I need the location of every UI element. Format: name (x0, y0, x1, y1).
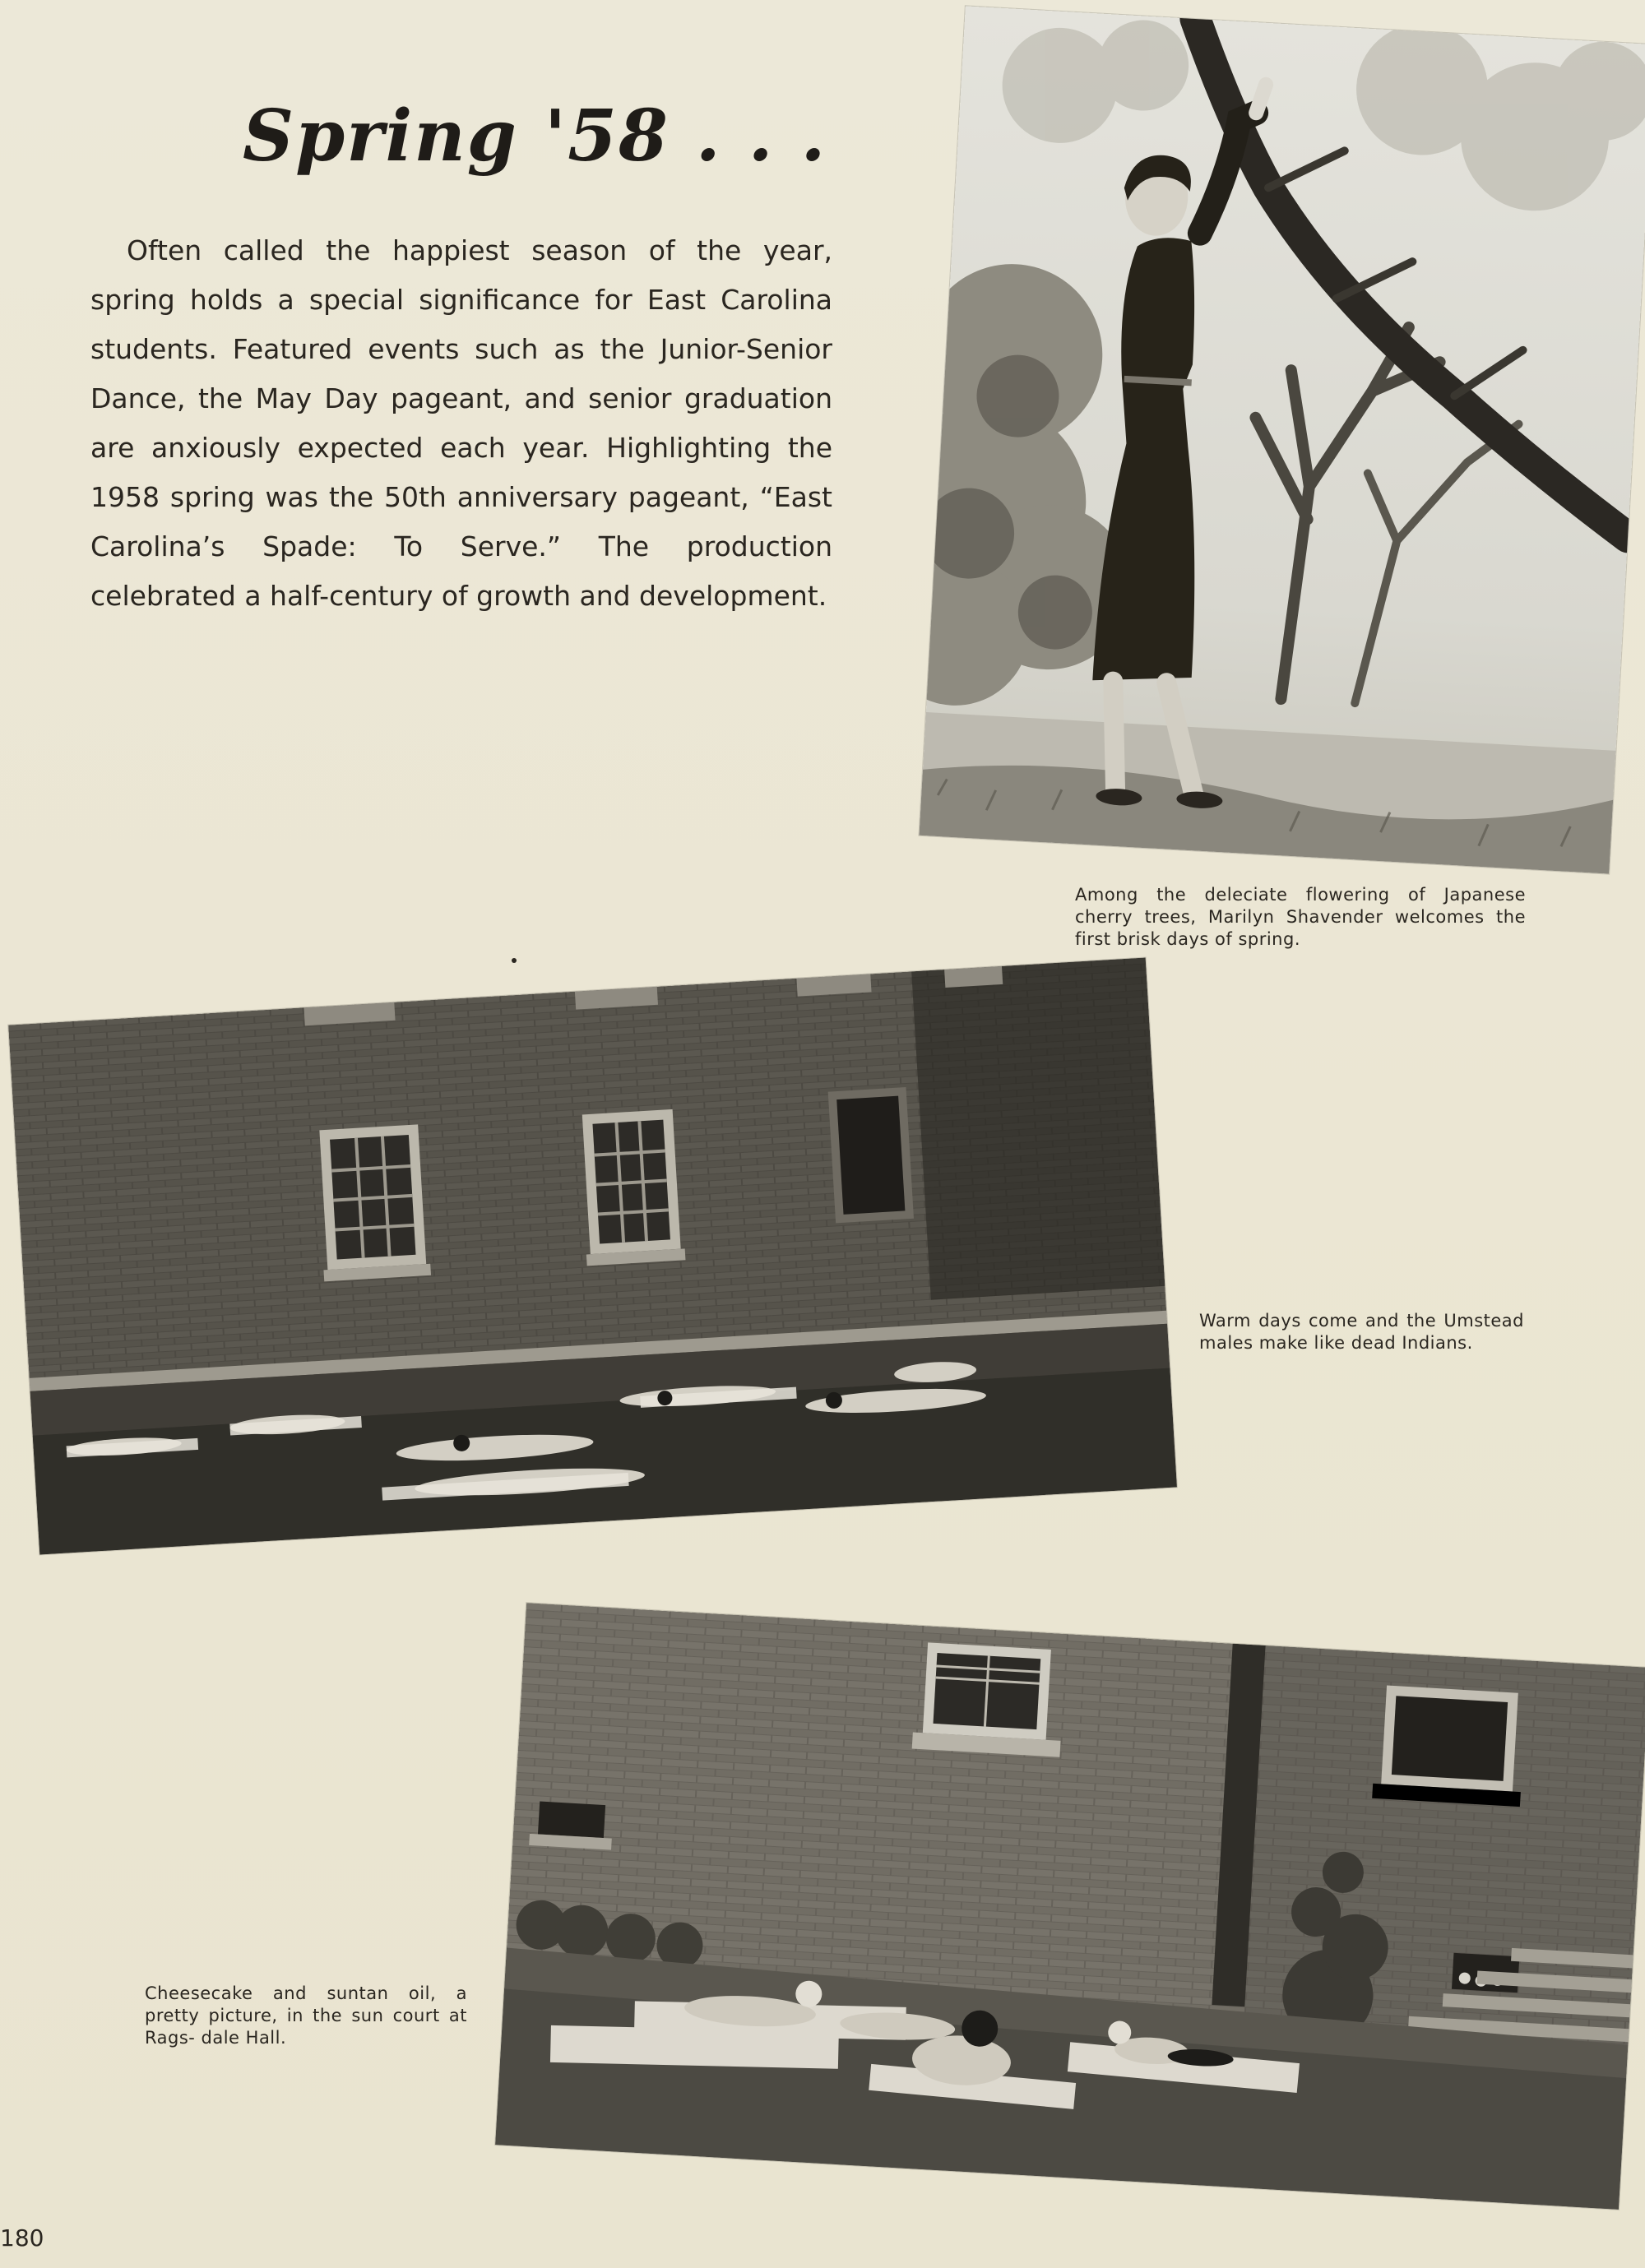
intro-paragraph: Often called the happiest season of the year, spring holds a special significance for East Carolina students. Featured events such as the Junior-Senior Dance, the May Day pageant, and senior graduation are anxiously expected each year. Highlighting the 1958 spring was the 50th anniversary pageant, “East Carolina’s Spade: To Serve.” The production celebrated a half-century of growth and development. (90, 234, 832, 612)
ragsdale-caption: Cheesecake and suntan oil, a pretty picture, in the sun court at Rags- dale Hall. (145, 1983, 467, 2048)
ragsdale-sun-court-photo (495, 1603, 1645, 2210)
umstead-sunbathing-photo (8, 957, 1177, 1554)
ink-speck (512, 958, 517, 963)
cherry-tree-caption: Among the deleciate flowering of Japanese cherry trees, Marilyn Shavender welcomes the first brisk days of spring. (1075, 885, 1526, 949)
umstead-caption: Warm days come and the Umstead males make like dead Indians. (1199, 1311, 1524, 1353)
page-title: Spring '58 . . . (243, 95, 827, 178)
cherry-tree-photo (919, 6, 1645, 873)
page-number: 180 (0, 2224, 44, 2252)
